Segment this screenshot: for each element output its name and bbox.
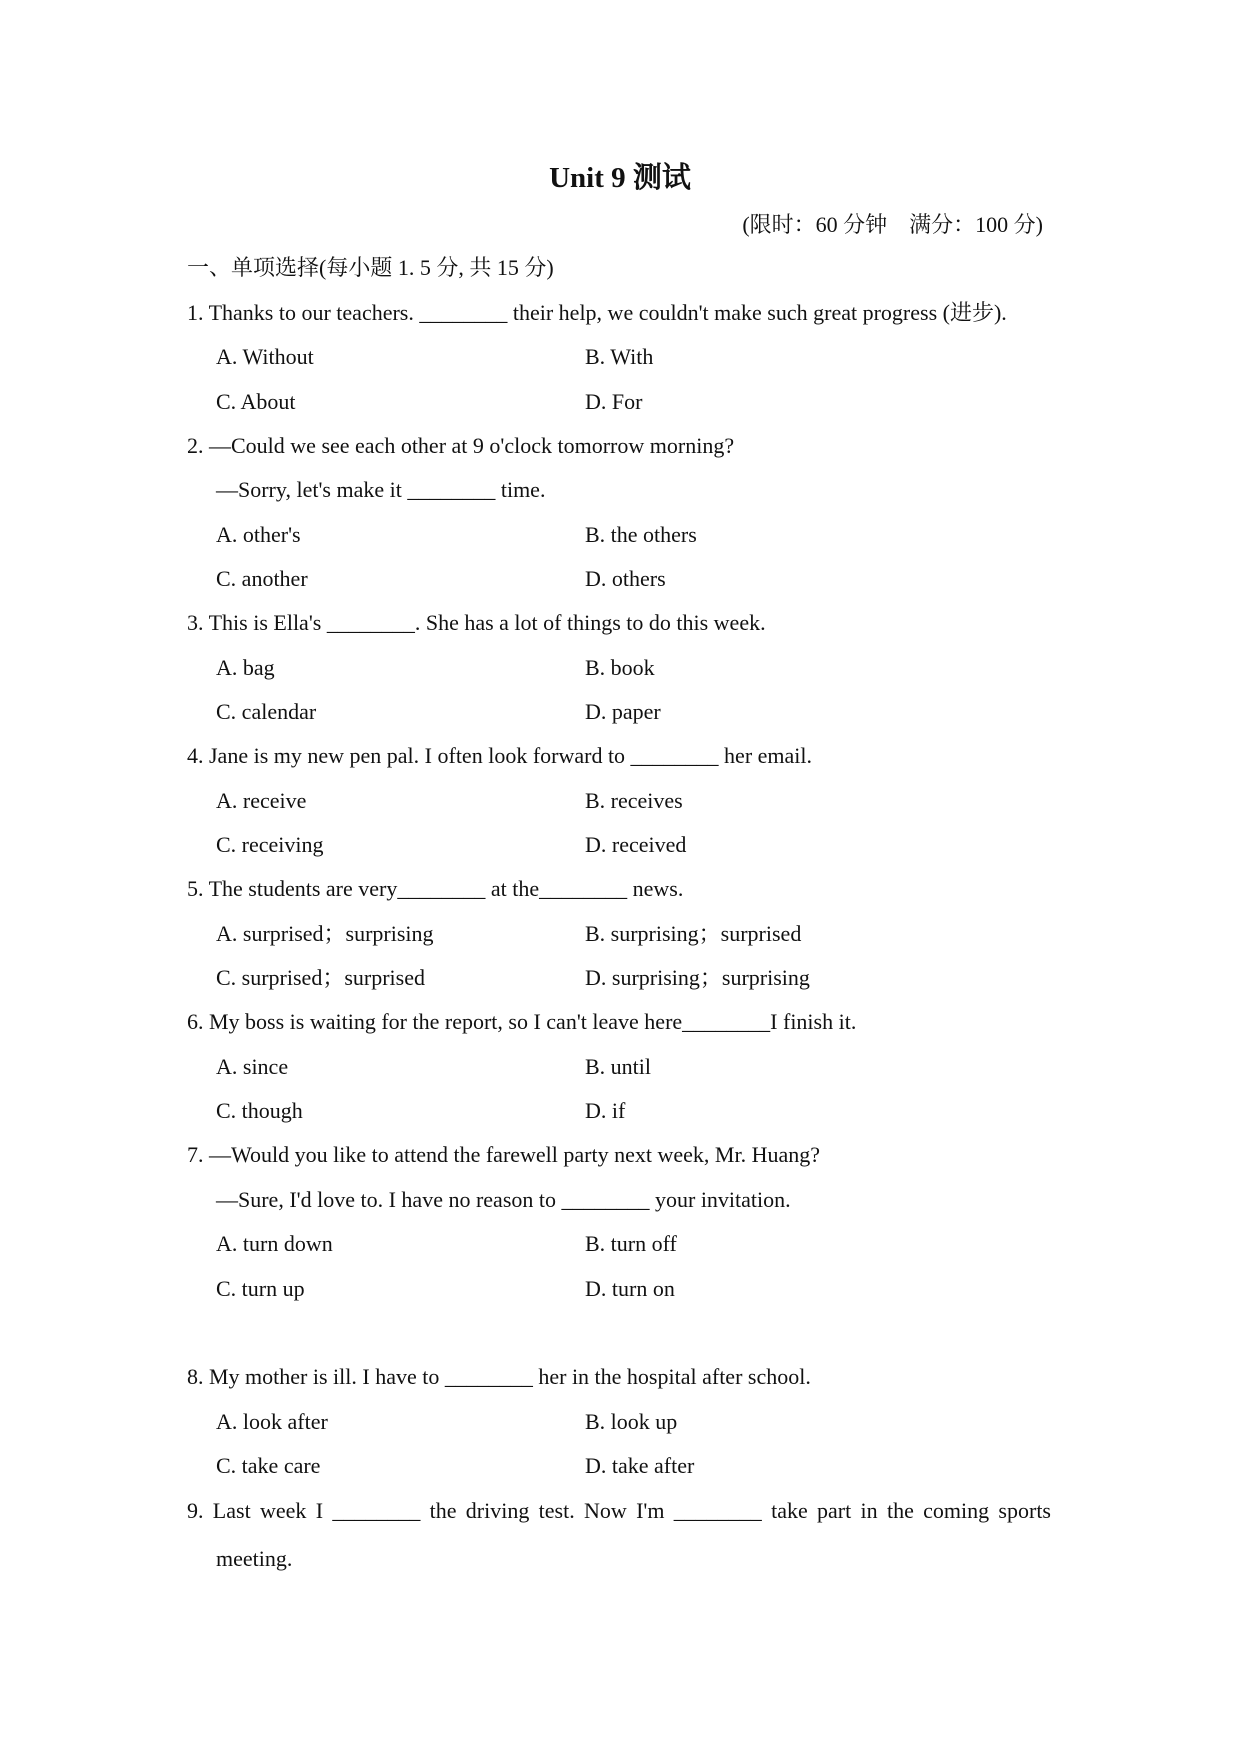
question-8-option-d: D. take after	[585, 1453, 695, 1478]
question-3-option-a: A. bag	[216, 655, 275, 680]
question-3-option-d: D. paper	[585, 699, 661, 724]
question-2-continuation: —Sorry, let's make it ________ time.	[216, 477, 546, 502]
question-6-option-c: C. though	[216, 1098, 303, 1123]
question-7-option-c: C. turn up	[216, 1276, 305, 1301]
question-1-option-a: A. Without	[216, 344, 314, 369]
question-2-stem: 2. —Could we see each other at 9 o'clock tomorrow morning?	[187, 433, 735, 458]
question-8-option-c: C. take care	[216, 1453, 321, 1478]
question-3-stem: 3. This is Ella's ________. She has a lot of things to do this week.	[187, 610, 766, 635]
question-5-option-a: A. surprised；surprising	[216, 921, 434, 946]
time-score-limit: (限时：60 分钟 满分：100 分)	[742, 212, 1043, 237]
question-6-option-a: A. since	[216, 1054, 289, 1079]
question-4-option-a: A. receive	[216, 788, 307, 813]
question-5-option-b: B. surprising；surprised	[585, 921, 802, 946]
question-7-continuation: —Sure, I'd love to. I have no reason to ________ your invitation.	[216, 1187, 791, 1212]
question-5-option-d: D. surprising；surprising	[585, 965, 810, 990]
question-5-option-c: C. surprised；surprised	[216, 965, 425, 990]
question-1-option-b: B. With	[585, 344, 654, 369]
question-1-option-c: C. About	[216, 389, 296, 414]
question-4-stem: 4. Jane is my new pen pal. I often look forward to ________ her email.	[187, 743, 813, 768]
question-7-stem: 7. —Would you like to attend the farewell party next week, Mr. Huang?	[187, 1142, 820, 1167]
question-8-stem: 8. My mother is ill. I have to ________ her in the hospital after school.	[187, 1364, 811, 1389]
question-4-option-c: C. receiving	[216, 832, 324, 857]
question-3-option-b: B. book	[585, 655, 655, 680]
question-7-option-d: D. turn on	[585, 1276, 675, 1301]
question-6-option-b: B. until	[585, 1054, 652, 1079]
question-7-option-b: B. turn off	[585, 1231, 677, 1256]
question-1-option-d: D. For	[585, 389, 643, 414]
question-5-stem: 5. The students are very________ at the________ news.	[187, 876, 684, 901]
page-title: Unit 9 测试	[549, 162, 691, 194]
question-6-stem: 6. My boss is waiting for the report, so I can't leave here________I finish it.	[187, 1009, 857, 1034]
question-7-option-a: A. turn down	[216, 1231, 333, 1256]
question-2-option-c: C. another	[216, 566, 308, 591]
question-9-stem: 9. Last week I ________ the driving test. Now I'm ________ take part in the coming sports	[187, 1498, 1051, 1523]
question-3-option-c: C. calendar	[216, 699, 317, 724]
question-2-option-d: D. others	[585, 566, 666, 591]
question-2-option-b: B. the others	[585, 522, 697, 547]
question-1-stem: 1. Thanks to our teachers. ________ their help, we couldn't make such great progress (进步).	[187, 300, 1007, 325]
question-8-option-a: A. look after	[216, 1409, 328, 1434]
question-8-option-b: B. look up	[585, 1409, 678, 1434]
question-6-option-d: D. if	[585, 1098, 626, 1123]
question-9-continuation: meeting.	[216, 1546, 293, 1571]
question-2-option-a: A. other's	[216, 522, 301, 547]
question-4-option-b: B. receives	[585, 788, 683, 813]
question-4-option-d: D. received	[585, 832, 687, 857]
section-heading: 一、单项选择(每小题 1. 5 分, 共 15 分)	[187, 255, 554, 280]
